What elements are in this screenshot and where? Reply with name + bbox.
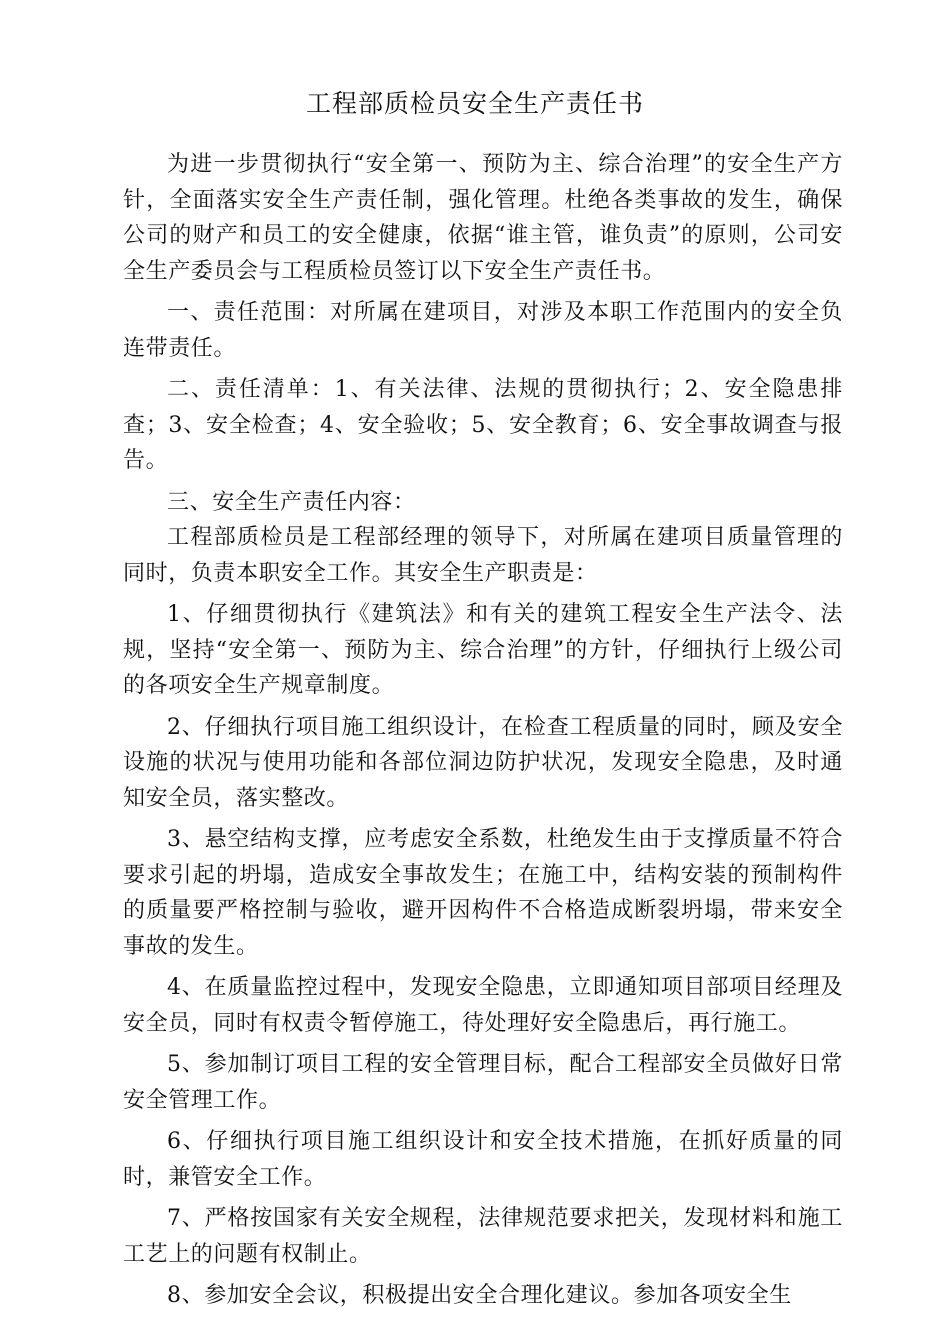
duty-item-8: 8、参加安全会议，积极提出安全合理化建议。参加各项安全生 xyxy=(167,1283,792,1308)
duty-item-1: 1、仔细贯彻执行《建筑法》和有关的建筑工程安全生产法令、法规，坚持“安全第一、预防为主、综合治理”的方针，仔细执行上级公司的各项安全生产规章制度。 xyxy=(123,602,843,698)
inspector-role-paragraph: 工程部质检员是工程部经理的领导下，对所属在建项目质量管理的同时，负责本职安全工作。其安全生产职责是： xyxy=(123,525,843,586)
document-title: 工程部质检员安全生产责任书 xyxy=(305,89,644,118)
duty-item-6: 6、仔细执行项目施工组织设计和安全技术措施，在抓好质量的同时，兼管安全工作。 xyxy=(123,1129,843,1190)
document-body xyxy=(123,147,843,1320)
responsibility-list-paragraph: 二、责任清单：1、有关法律、法规的贯彻执行；2、安全隐患排查；3、安全检查；4、安全验收；5、安全教育；6、安全事故调查与报告。 xyxy=(123,377,843,473)
duty-item-7: 7、严格按国家有关安全规程，法律规范要求把关，发现材料和施工工艺上的问题有权制止。 xyxy=(123,1206,843,1267)
intro-paragraph: 为进一步贯彻执行“安全第一、预防为主、综合治理”的安全生产方针，全面落实安全生产责任制，强化管理。杜绝各类事故的发生，确保公司的财产和员工的安全健康，依据“谁主管，谁负责”的原则，公司安全生产委员会与工程质检员签订以下安全生产责任书。 xyxy=(123,152,843,284)
responsibility-content-heading: 三、安全生产责任内容： xyxy=(167,489,416,515)
responsibility-scope-paragraph: 一、责任范围：对所属在建项目，对涉及本职工作范围内的安全负连带责任。 xyxy=(123,300,843,361)
duty-item-3: 3、悬空结构支撑，应考虑安全系数，杜绝发生由于支撑质量不符合要求引起的坍塌，造成安全事故发生；在施工中，结构安装的预制构件的质量要严格控制与验收，避开因构件不合格造成断裂坍塌，带来安全事故的发生。 xyxy=(123,827,843,959)
duty-item-5: 5、参加制订项目工程的安全管理目标，配合工程部安全员做好日常安全管理工作。 xyxy=(123,1052,843,1113)
duty-item-4: 4、在质量监控过程中，发现安全隐患，立即通知项目部项目经理及安全员，同时有权责令暂停施工，待处理好安全隐患后，再行施工。 xyxy=(123,975,843,1036)
duty-item-2: 2、仔细执行项目施工组织设计，在检查工程质量的同时，顾及安全设施的状况与使用功能和各部位洞边防护状况，发现安全隐患，及时通知安全员，落实整改。 xyxy=(123,714,843,811)
